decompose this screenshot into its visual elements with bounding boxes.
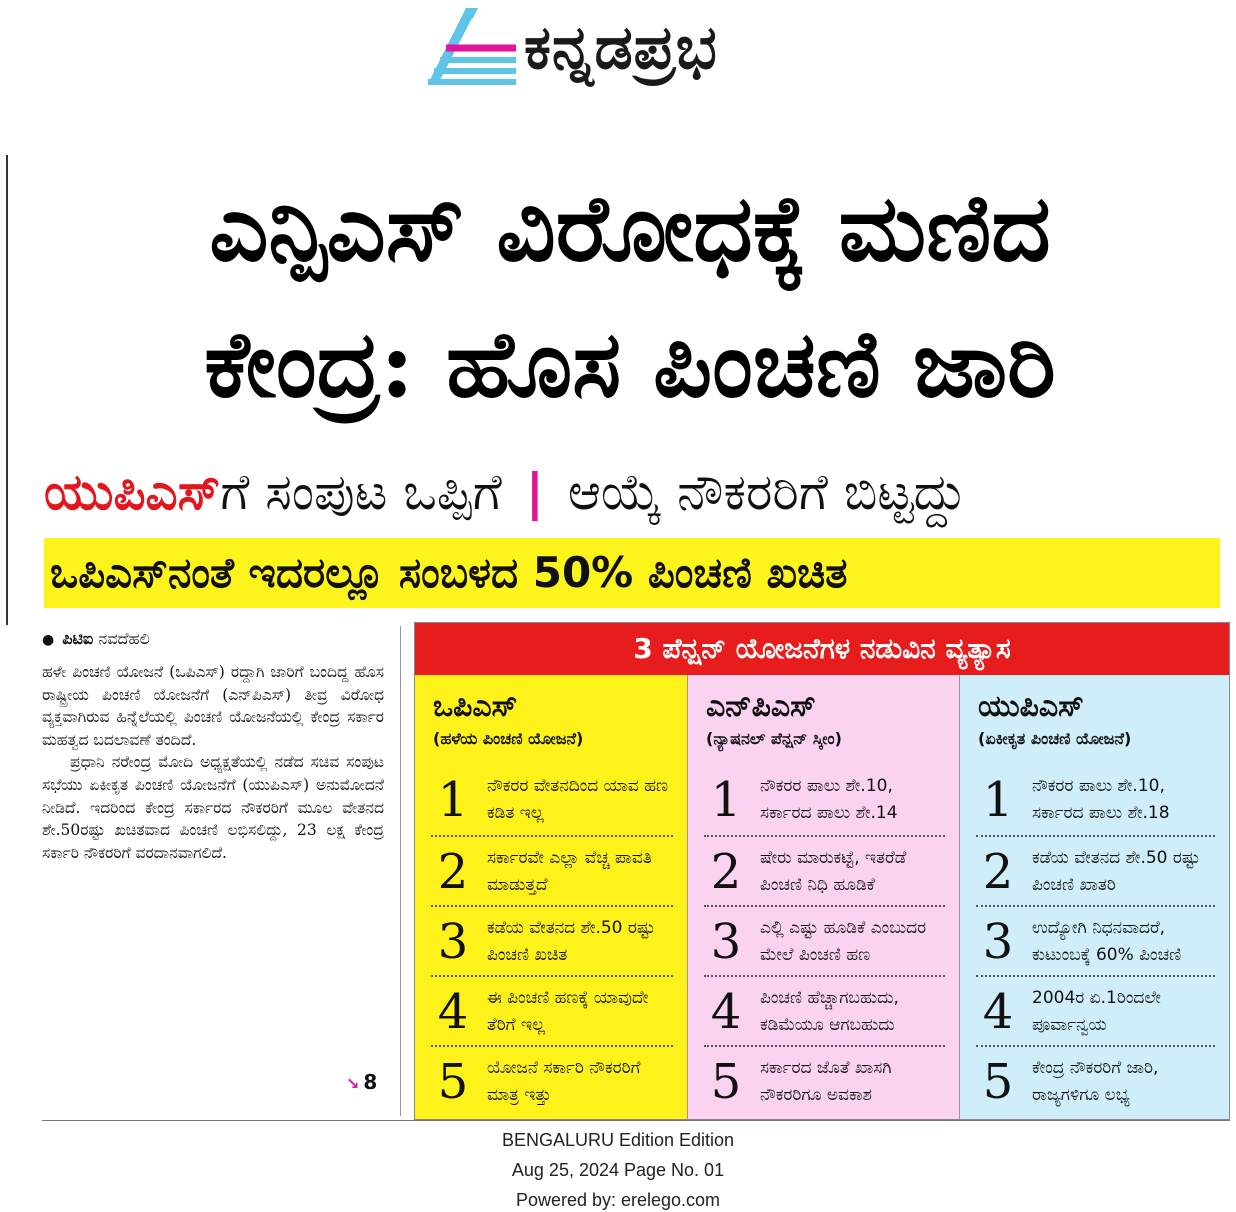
subheadline: [44, 456, 1234, 528]
column-ops: [415, 675, 687, 1119]
footer-divider: [42, 1120, 1230, 1121]
headline: [30, 160, 1230, 432]
footer-powered-by: Powered by: erelego.com: [515, 1190, 721, 1210]
headline-line-1: ಎನ್ಪಿಎಸ್ ವಿರೋಧಕ್ಕೆ ಮಣಿದ: [209, 174, 1051, 282]
row-text: ಈ ಪಿಂಚಣಿ ಹಣಕ್ಕೆ ಯಾವುದೇ ತೆರಿಗೆ ಇಲ್ಲ: [487, 988, 649, 1035]
pension-comparison-table: [414, 622, 1230, 1120]
column-ups: [959, 675, 1229, 1119]
row-text: ಸರ್ಕಾರದ ಜೊತೆ ಖಾಸಗಿ ನೌಕರರಿಗೂ ಅವಕಾಶ: [760, 1058, 892, 1105]
row-number: 1: [437, 772, 469, 828]
dateline: [42, 626, 384, 653]
row-text: ಕೇಂದ್ರ ನೌಕರರಿಗೆ ಜಾರಿ, ರಾಜ್ಯಗಳಿಗೂ ಲಭ್ಯ: [1032, 1058, 1159, 1105]
table-row: [976, 835, 1215, 905]
subhead-cabinet-approval: ಗೆ ಸಂಪುಟ ಒಪ್ಪಿಗೆ: [220, 463, 502, 521]
column-divider: [400, 626, 401, 1116]
scheme-name: ಒಪಿಎಸ್: [433, 689, 518, 724]
column-header: [960, 675, 1229, 765]
continued-page-number: 8: [363, 1070, 378, 1094]
row-number: 2: [982, 844, 1014, 900]
article-paragraph-2: ಪ್ರಧಾನಿ ನರೇಂದ್ರ ಮೋದಿ ಅಧ್ಯಕ್ಷತೆಯಲ್ಲಿ ನಡೆದ ಸಚಿವ ಸಂಪುಟ ಸಭೆಯು ಏಕೀಕೃತ ಪಿಂಚಣಿ ಯೋಜನೆಗೆ (ಯುಪಿಎಸ್) ಅನುಮೋದನೆ ನೀಡಿದೆ. ಇದರಿಂದ ಕೇಂದ್ರ ಸರ್ಕಾರದ ನೌಕರರಿಗೆ ಮೂಲ ವೇತನದ ಶೇ.50ರಷ್ಟು ಖಚಿತವಾದ ಪಿಂಚಣಿ ಲಭಿಸಲಿದ್ದು, 23 ಲಕ್ಷ ಕೇಂದ್ರ ಸರ್ಕಾರಿ ನೌಕರರಿಗೆ ವರದಾನವಾಗಲಿದೆ.: [42, 753, 384, 862]
table-row: [976, 765, 1215, 835]
table-row: [431, 835, 673, 905]
row-text: ಸರ್ಕಾರವೇ ಎಲ್ಲಾ ವೆಚ್ಚ ಪಾವತಿ ಮಾಡುತ್ತದೆ: [487, 848, 652, 895]
masthead-title: ಕನ್ನಡಪ್ರಭ: [524, 13, 718, 83]
row-text: ಯೋಜನೆ ಸರ್ಕಾರಿ ನೌಕರರಿಗೆ ಮಾತ್ರ ಇತ್ತು: [487, 1058, 641, 1105]
left-divider: [6, 155, 8, 625]
footer-edition: BENGALURU Edition Edition: [501, 1130, 735, 1150]
row-number: 1: [710, 772, 742, 828]
column-header: [415, 675, 687, 765]
subhead-ups: ಯುಪಿಎಸ್: [44, 463, 221, 521]
row-number: 4: [982, 984, 1014, 1040]
row-text: ಷೇರು ಮಾರುಕಟ್ಟೆ, ಇತರೆಡೆ ಪಿಂಚಣಿ ನಿಧಿ ಹೂಡಿಕೆ: [760, 848, 907, 895]
row-number: 3: [437, 914, 469, 970]
row-text: 2004ರ ಏ.1ರಿಂದಲೇ ಪೂರ್ವಾನ್ವಯ: [1032, 988, 1161, 1035]
table-row: [431, 765, 673, 835]
highlight-banner: ಒಪಿಎಸ್‌ನಂತೆ ಇದರಲ್ಲೂ ಸಂಬಳದ 50% ಪಿಂಚಣಿ ಖಚಿತ: [44, 538, 1220, 608]
table-row: [431, 905, 673, 975]
scheme-name: ಎನ್‌ಪಿಎಸ್: [706, 689, 816, 724]
subhead-separator: |: [525, 463, 544, 521]
row-number: 5: [437, 1054, 469, 1110]
table-row: [704, 975, 945, 1045]
scheme-full-name: (ಏಕೀಕೃತ ಪಿಂಚಣಿ ಯೋಜನೆ): [978, 729, 1132, 748]
table-row: [704, 765, 945, 835]
bullet-icon: ●: [42, 632, 55, 648]
table-row: [976, 975, 1215, 1045]
headline-line-2: ಕೇಂದ್ರ: ಹೊಸ ಪಿಂಚಣಿ ಜಾರಿ: [204, 310, 1056, 418]
row-number: 2: [437, 844, 469, 900]
table-row: [976, 1045, 1215, 1115]
row-text: ಕಡೆಯ ವೇತನದ ಶೇ.50 ರಷ್ಟು ಪಿಂಚಣಿ ಖಚಿತ: [487, 918, 656, 965]
row-number: 3: [710, 914, 742, 970]
table-row: [431, 1045, 673, 1115]
column-header: [688, 675, 959, 765]
row-text: ನೌಕರರ ಪಾಲು ಶೇ.10, ಸರ್ಕಾರದ ಪಾಲು ಶೇ.18: [1032, 776, 1170, 823]
row-text: ನೌಕರರ ಪಾಲು ಶೇ.10, ಸರ್ಕಾರದ ಪಾಲು ಶೇ.14: [760, 776, 898, 823]
masthead: [420, 4, 820, 90]
row-list: [704, 765, 945, 1115]
table-title: 3 ಪೆನ್ಷನ್ ಯೋಜನೆಗಳ ನಡುವಿನ ವ್ಯತ್ಯಾಸ: [415, 623, 1229, 675]
table-row: [976, 905, 1215, 975]
row-text: ಉದ್ಯೋಗಿ ನಿಧನವಾದರೆ, ಕುಟುಂಬಕ್ಕೆ 60% ಪಿಂಚಣಿ: [1032, 918, 1182, 965]
news-agency: ಪಿಟಿಐ: [62, 629, 94, 648]
table-row: [704, 1045, 945, 1115]
row-text: ಎಲ್ಲಿ ಎಷ್ಟು ಹೂಡಿಕೆ ಎಂಬುದರ ಮೇಲೆ ಪಿಂಚಣಿ ಹಣ: [760, 918, 927, 965]
scheme-name: ಯುಪಿಎಸ್: [978, 689, 1084, 724]
row-number: 4: [437, 984, 469, 1040]
article-paragraph-1: ಹಳೇ ಪಿಂಚಣಿ ಯೋಜನೆ (ಒಪಿಎಸ್) ರದ್ದಾಗಿ ಜಾರಿಗೆ ಬಂದಿದ್ದ ಹೊಸ ರಾಷ್ಟ್ರೀಯ ಪಿಂಚಣಿ ಯೋಜನೆಗೆ (ಎನ್‌ಪಿಎಸ್) ತೀವ್ರ ವಿರೋಧ ವ್ಯಕ್ತವಾಗಿರುವ ಹಿನ್ನೆಲೆಯಲ್ಲಿ ಪಿಂಚಣಿ ಯೋಜನೆಯಲ್ಲಿ ಕೇಂದ್ರ ಸರ್ಕಾರ ಮಹತ್ವದ ಬದಲಾವಣೆ ತಂದಿದೆ.: [42, 663, 384, 749]
row-number: 2: [710, 844, 742, 900]
row-text: ನೌಕರರ ವೇತನದಿಂದ ಯಾವ ಹಣ ಕಡಿತ ಇಲ್ಲ: [487, 776, 669, 823]
row-text: ಕಡೆಯ ವೇತನದ ಶೇ.50 ರಷ್ಟು ಪಿಂಚಣಿ ಖಾತರಿ: [1032, 848, 1201, 895]
table-row: [704, 905, 945, 975]
dateline-place: ನವದೆಹಲಿ: [98, 629, 150, 648]
footer-date-page: Aug 25, 2024 Page No. 01: [511, 1160, 725, 1180]
arrow-icon: ↘: [346, 1074, 360, 1093]
row-text: ಪಿಂಚಣಿ ಹೆಚ್ಚಾಗಬಹುದು, ಕಡಿಮೆಯೂ ಆಗಬಹುದು: [760, 988, 899, 1035]
row-list: [431, 765, 673, 1115]
article-body: [42, 626, 384, 864]
row-number: 3: [982, 914, 1014, 970]
scheme-full-name: (ಹಳೆಯ ಪಿಂಚಣಿ ಯೋಜನೆ): [433, 729, 584, 748]
kannadaprabha-logo-icon: [420, 4, 530, 90]
row-number: 4: [710, 984, 742, 1040]
row-number: 5: [982, 1054, 1014, 1110]
continued-on-page: [346, 1070, 377, 1094]
table-row: [431, 975, 673, 1045]
row-number: 1: [982, 772, 1014, 828]
table-row: [704, 835, 945, 905]
row-number: 5: [710, 1054, 742, 1110]
row-list: [976, 765, 1215, 1115]
column-nps: [687, 675, 959, 1119]
subhead-choice: ಆಯ್ಕೆ ನೌಕರರಿಗೆ ಬಿಟ್ಟದ್ದು: [567, 463, 967, 521]
scheme-full-name: (ನ್ಯಾಷನಲ್ ಪೆನ್ಷನ್ ಸ್ಕೀಂ): [706, 729, 842, 748]
